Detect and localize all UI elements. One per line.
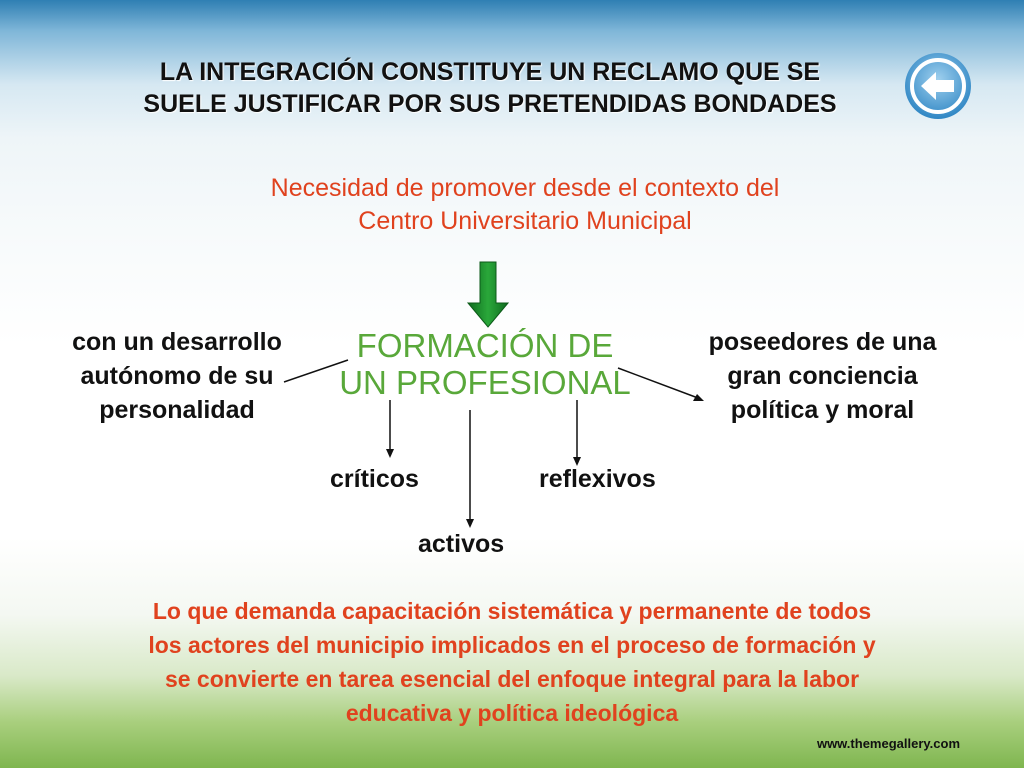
left-branch-line-1: con un desarrollo bbox=[72, 328, 282, 356]
slide-title-line-2: SUELE JUSTIFICAR POR SUS PRETENDIDAS BONDADES bbox=[143, 90, 837, 118]
footer-url: www.themegallery.com bbox=[816, 736, 960, 751]
slide-title-line-1: LA INTEGRACIÓN CONSTITUYE UN RECLAMO QUE SE bbox=[159, 58, 821, 86]
left-branch-line-2: autónomo de su bbox=[80, 362, 274, 390]
conclusion-line-4: educativa y política ideológica bbox=[345, 700, 679, 726]
down-arrow-icon bbox=[468, 262, 508, 327]
trait-activos: activos bbox=[418, 530, 505, 558]
conclusion-text bbox=[40, 594, 984, 730]
context-heading-line-1: Necesidad de promover desde el contexto del bbox=[270, 174, 780, 202]
conclusion-line-1: Lo que demanda capacitación sistemática y permanente de todos bbox=[152, 598, 872, 624]
connector-criticos-head bbox=[386, 449, 394, 458]
right-branch-line-2: gran conciencia bbox=[727, 362, 918, 390]
right-branch bbox=[675, 325, 970, 427]
context-heading-line-2: Centro Universitario Municipal bbox=[358, 207, 692, 235]
left-branch bbox=[42, 325, 312, 427]
central-concept-line-1: FORMACIÓN DE bbox=[356, 327, 614, 364]
conclusion-line-2: los actores del municipio implicados en el proceso de formación y bbox=[148, 632, 876, 658]
right-branch-line-3: política y moral bbox=[730, 396, 915, 424]
central-concept bbox=[300, 327, 670, 401]
connector-activos-head bbox=[466, 519, 474, 528]
trait-reflexivos: reflexivos bbox=[539, 465, 656, 493]
central-concept-line-2: UN PROFESIONAL bbox=[339, 364, 631, 401]
trait-criticos: críticos bbox=[330, 465, 419, 493]
left-branch-line-3: personalidad bbox=[99, 396, 255, 424]
right-branch-line-1: poseedores de una bbox=[708, 328, 937, 356]
conclusion-line-3: se convierte en tarea esencial del enfoque integral para la labor bbox=[164, 666, 860, 692]
